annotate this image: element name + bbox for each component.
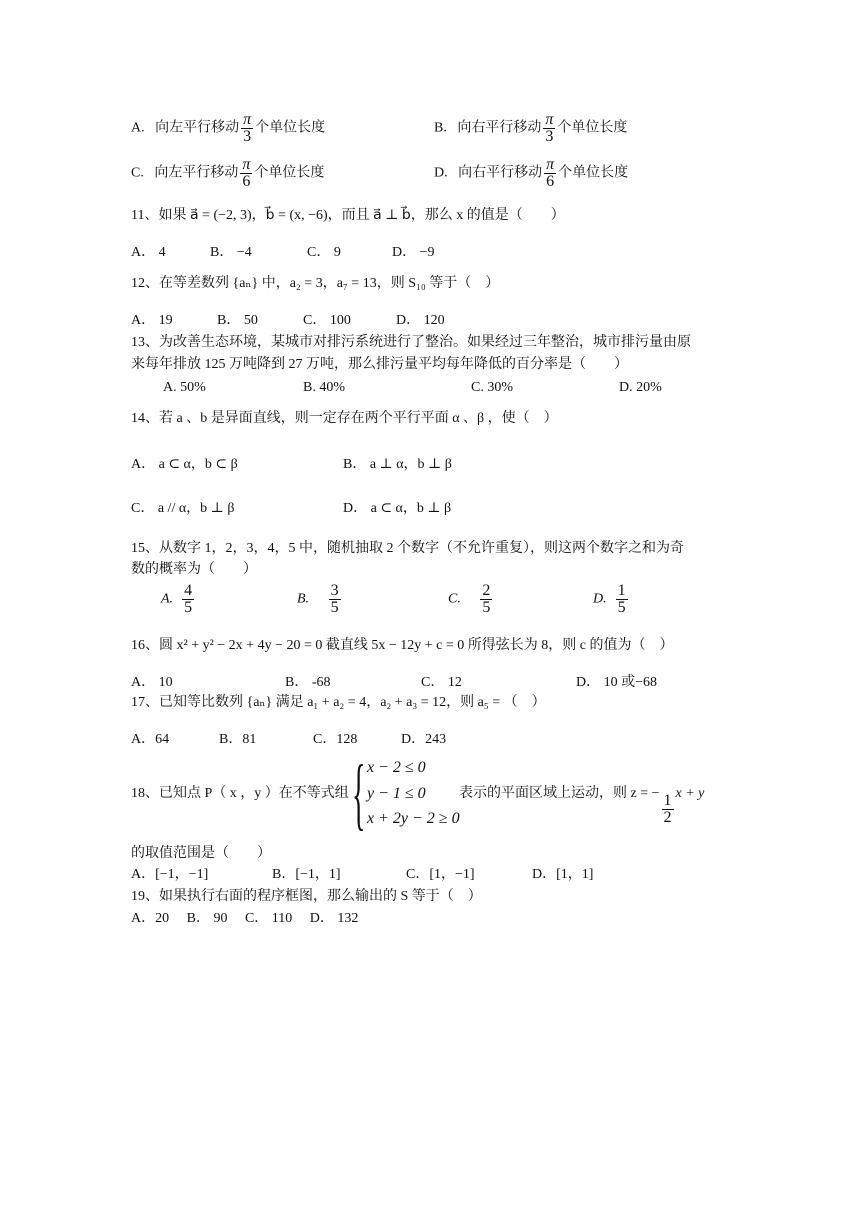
q17-stem: 17、已知等比数列 {aₙ} 满足 a₁ + a₂ = 4，a₂ + a₃ = 12，则 a₅ = （ ） bbox=[131, 695, 546, 710]
q13-option-d: D. 20% bbox=[619, 380, 662, 395]
q18-line-2: 的取值范围是（ ） bbox=[131, 846, 271, 861]
q16-option-d: D． 10 或−68 bbox=[576, 675, 658, 690]
q12-option-d: D． 120 bbox=[396, 313, 445, 328]
q13-option-a: A. 50% bbox=[163, 380, 206, 395]
q18-option-b: B．[−1，1] bbox=[272, 867, 341, 882]
q19-options: A．20 B． 90 C． 110 D． 132 bbox=[131, 911, 359, 926]
q15-option-c: C. $\frac{2}{5}$ bbox=[448, 582, 491, 616]
brace-symbol: { bbox=[352, 750, 366, 838]
q14-stem: 14、若 a 、b 是异面直线，则一定存在两个平行平面 α 、β ，使（ ） bbox=[131, 411, 558, 426]
q10-option-b: B. 向右平行移动 $\frac{\pi}{3}$ 个单位长度 bbox=[434, 111, 628, 145]
inequality-2: y − 1 ≤ 0 bbox=[367, 785, 426, 802]
q14-option-b: B． a ⊥ α，b ⊥ β bbox=[343, 457, 452, 472]
q17-option-c: C．128 bbox=[313, 732, 358, 747]
inequality-3: x + 2y − 2 ≥ 0 bbox=[367, 810, 460, 827]
q15-line-2: 数的概率为（ ） bbox=[131, 562, 257, 577]
q13-line-2: 来每年排放 125 万吨降到 27 万吨，那么排污量平均每年降低的百分率是（ ） bbox=[131, 357, 628, 372]
q11-stem: 11、如果 a⃗ = (−2, 3)，b⃗ = (x, −6)，而且 a⃗ ⊥ b⃗，那么 x 的值是（ ） bbox=[131, 208, 565, 223]
q16-option-b: B． -68 bbox=[285, 675, 331, 690]
q18-pre: 18、已知点 P（ x ，y ）在不等式组 bbox=[131, 786, 349, 801]
q15-option-b: B. $\frac{3}{5}$ bbox=[297, 582, 339, 616]
q15-option-a: A. $\frac{4}{5}$ bbox=[161, 582, 193, 616]
q14-option-d: D． a ⊂ α，b ⊥ β bbox=[343, 501, 452, 516]
q11-option-c: C． 9 bbox=[307, 245, 341, 260]
q10-option-a: A. 向左平行移动 $\frac{\pi}{3}$ 个单位长度 bbox=[131, 111, 326, 145]
q12-option-c: C． 100 bbox=[303, 313, 351, 328]
q14-option-c: C． a // α，b ⊥ β bbox=[131, 501, 235, 516]
q10-option-c: C. 向左平行移动 $\frac{\pi}{6}$ 个单位长度 bbox=[131, 156, 325, 190]
q18-post: 表示的平面区域上运动，则 z = − $\frac{1}{2}$ x + y bbox=[459, 786, 705, 826]
q18-option-d: D．[1，1] bbox=[532, 867, 594, 882]
q16-option-c: C． 12 bbox=[421, 675, 462, 690]
q13-option-c: C. 30% bbox=[471, 380, 513, 395]
q14-option-a: A． a ⊂ α，b ⊂ β bbox=[131, 457, 238, 472]
q15-line-1: 15、从数字 1，2，3，4，5 中，随机抽取 2 个数字（不允许重复），则这两个数字之和为奇 bbox=[131, 541, 684, 556]
q12-stem: 12、在等差数列 {aₙ} 中，a₂ = 3，a₇ = 13，则 S₁₀ 等于（ ） bbox=[131, 276, 500, 291]
q18-option-c: C．[1，−1] bbox=[406, 867, 475, 882]
q16-stem: 16、圆 x² + y² − 2x + 4y − 20 = 0 截直线 5x − 12y + c = 0 所得弦长为 8，则 c 的值为（ ） bbox=[131, 638, 674, 653]
q19-stem: 19、如果执行右面的程序框图，那么输出的 S 等于（ ） bbox=[131, 889, 482, 904]
q11-option-a: A． 4 bbox=[131, 245, 166, 260]
q17-option-d: D．243 bbox=[401, 732, 447, 747]
q18-option-a: A．[−1，−1] bbox=[131, 867, 209, 882]
q17-option-a: A．64 bbox=[131, 732, 170, 747]
q12-option-b: B． 50 bbox=[217, 313, 258, 328]
q15-option-d: D. $\frac{1}{5}$ bbox=[593, 582, 626, 616]
q12-option-a: A． 19 bbox=[131, 313, 173, 328]
q10-option-d: D. 向右平行移动 $\frac{\pi}{6}$ 个单位长度 bbox=[434, 156, 629, 190]
q13-option-b: B. 40% bbox=[303, 380, 345, 395]
q17-option-b: B．81 bbox=[219, 732, 257, 747]
inequality-1: x − 2 ≤ 0 bbox=[367, 759, 426, 776]
q16-option-a: A． 10 bbox=[131, 675, 173, 690]
q13-line-1: 13、为改善生态环境，某城市对排污系统进行了整治。如果经过三年整治，城市排污量由原 bbox=[131, 335, 691, 350]
q11-option-b: B． −4 bbox=[210, 245, 252, 260]
q11-option-d: D． −9 bbox=[392, 245, 435, 260]
